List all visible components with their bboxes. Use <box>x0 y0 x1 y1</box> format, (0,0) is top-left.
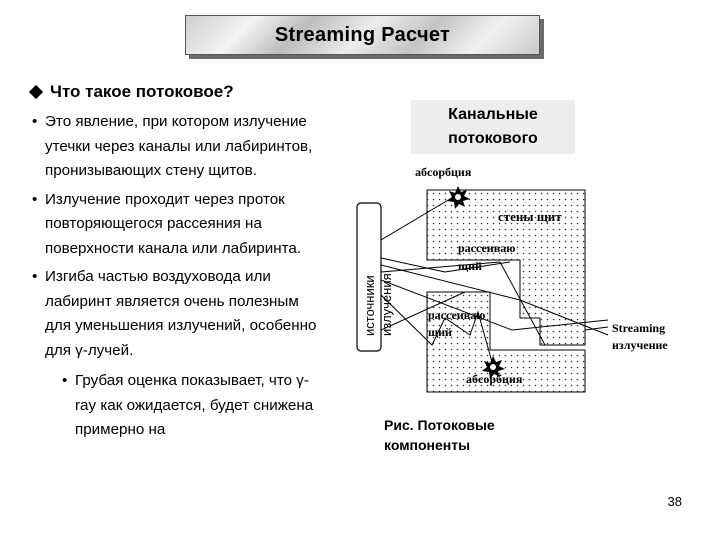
slide-title: Streaming Расчет <box>274 23 451 46</box>
label-source-2: излучения <box>379 273 394 336</box>
label-source-1: источники <box>362 275 377 336</box>
label-scatter-2a: рассеиваю <box>428 308 486 322</box>
figure-title: Канальные потокового <box>411 100 575 154</box>
label-scatter-2b: щий <box>428 325 452 339</box>
label-absorption-top: абсорбция <box>415 165 472 179</box>
bullet-item: • Излучение проходит через проток повторяющегося рассеяния на поверхности канала или лабиринта. <box>32 188 322 262</box>
bullet-item: • Изгиба частью воздуховода или лабиринт является очень полезным для уменьшения излучений, особенно для γ-лучей. <box>32 265 322 363</box>
label-scatter-1a: рассеиваю <box>458 241 516 255</box>
label-wall: стены щит <box>498 209 562 224</box>
bullet-item: • Это явление, при котором излучение утечки через каналы или лабиринтов, пронизывающих стену щитов. <box>32 110 322 184</box>
figure-caption: Рис. Потоковые компоненты <box>384 417 495 453</box>
page-number: 38 <box>667 494 682 509</box>
label-absorption-bottom: абсорбция <box>466 372 523 386</box>
sub-bullet-item: • Грубая оценка показывает, что γ-ray как ожидается, будет снижена примерно на <box>62 369 322 443</box>
section-heading-text: Что такое потоковое? <box>50 82 234 101</box>
label-streaming-1: Streaming <box>612 321 666 335</box>
label-streaming-2: излучение <box>612 338 668 352</box>
label-scatter-1b: щий <box>458 259 482 273</box>
